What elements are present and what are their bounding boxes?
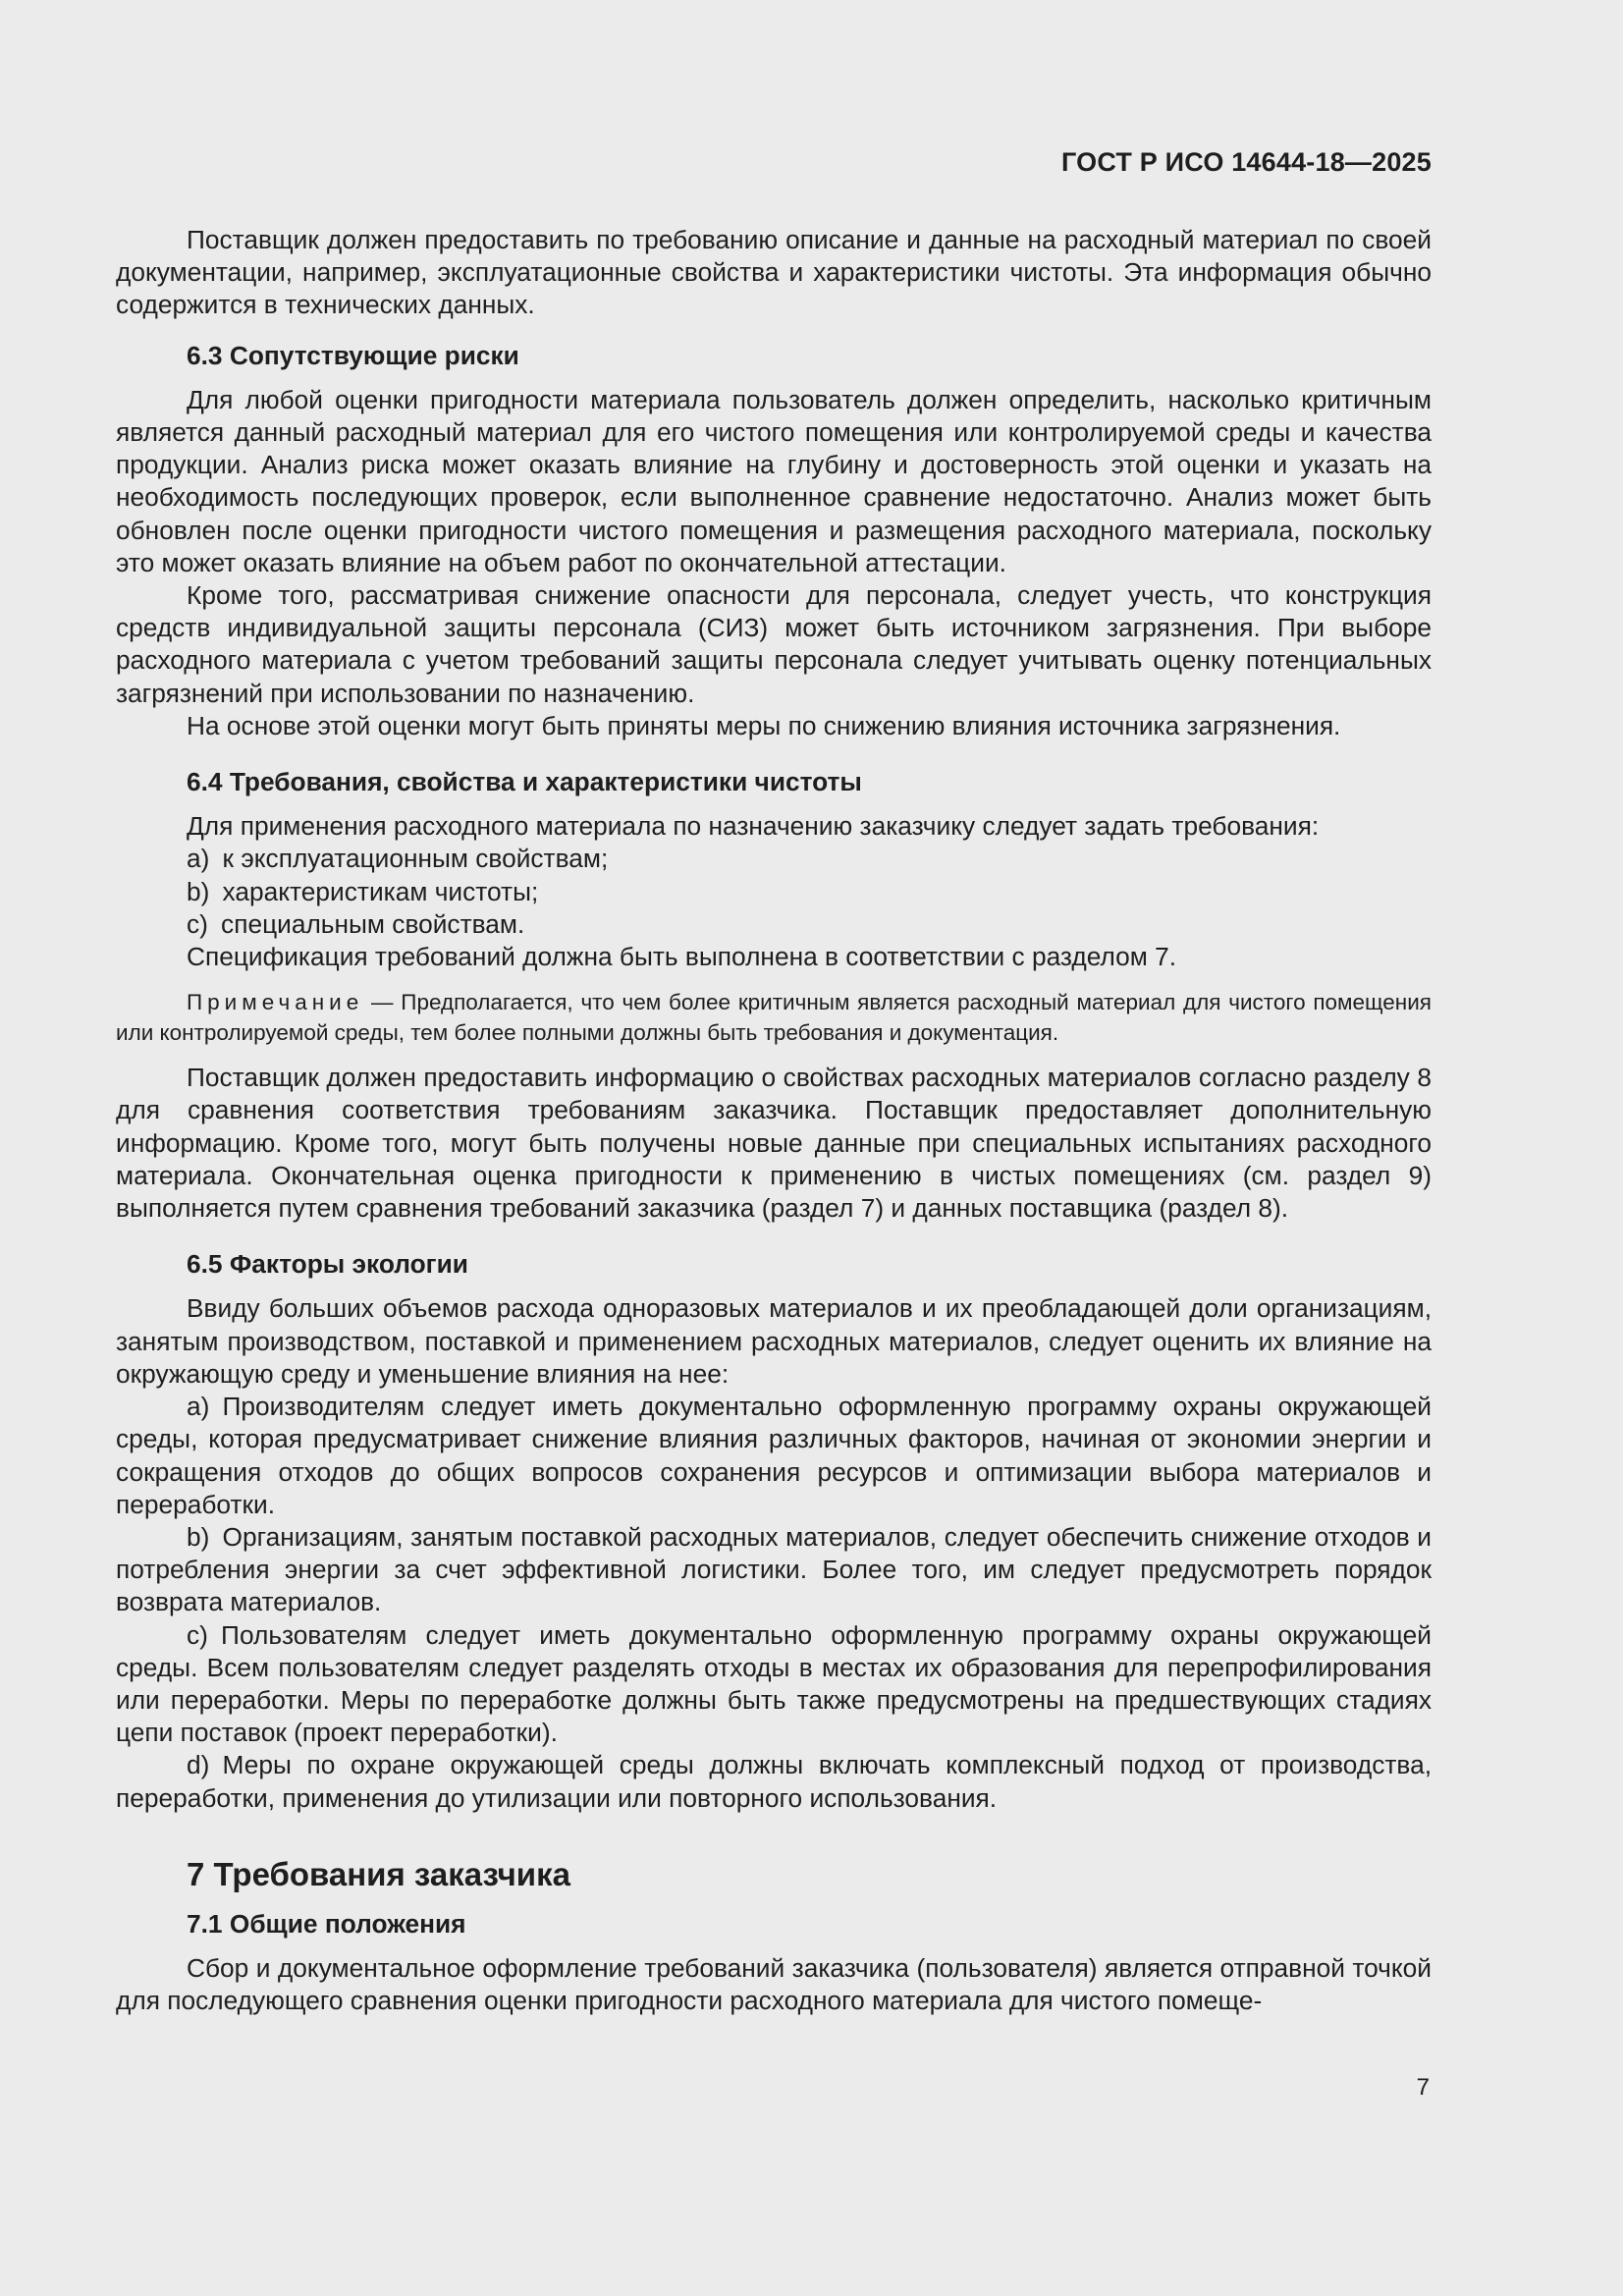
paragraph: Ввиду больших объемов расхода одноразовых материалов и их преобладающей доли организациям, занятым производством, поставкой и применением расходных материалов, следует оценить их влияние на окружающую среду и уменьшение влияния на нее: xyxy=(116,1293,1432,1389)
paragraph: Для применения расходного материала по назначению заказчику следует задать требования: xyxy=(187,811,1320,842)
list-paragraph-c: с) Пользователям следует иметь документально оформленную программу охраны окружающей среды. Всем пользователям следует разделять отходы в местах их образования для перепрофилирования или переработки. Меры по переработке должны быть также предусмотрены на предшествующих стадиях цепи поставок (проект переработки). xyxy=(116,1619,1432,1748)
heading-7-1: 7.1 Общие положения xyxy=(187,1908,466,1939)
note xyxy=(116,987,1432,1048)
paragraph: Сбор и документальное оформление требований заказчика (пользователя) является отправной точкой для последующего сравнения оценки пригодности расходного материала для чистого помеще- xyxy=(116,1953,1432,2016)
heading-7: 7 Требования заказчика xyxy=(187,1855,570,1892)
page-number: 7 xyxy=(1416,2074,1430,2101)
note-text: — Предполагается, что чем более критичным является расходный материал для чистого помещения или контролируемой среды, тем более полными должны быть требования и документация. xyxy=(116,990,1432,1046)
paragraph: На основе этой оценки могут быть приняты меры по снижению влияния источника загрязнения. xyxy=(187,710,1341,740)
list-item: b) характеристикам чистоты; xyxy=(187,876,539,906)
document-body xyxy=(116,224,1432,2018)
document-header: ГОСТ Р ИСО 14644-18—2025 xyxy=(1061,147,1432,177)
list-paragraph-d: d) Меры по охране окружающей среды должны включать комплексный подход от производства, переработки, применения до утилизации или повторного использования. xyxy=(116,1750,1432,1813)
list-paragraph-b: b) Организациям, занятым поставкой расходных материалов, следует обеспечить снижение отходов и потребления энергии за счет эффективной логистики. Более того, им следует предусмотреть порядок возврата материалов. xyxy=(116,1521,1432,1617)
heading-6-4: 6.4 Требования, свойства и характеристики чистоты xyxy=(187,767,862,797)
note-label: Примечание xyxy=(187,990,364,1015)
list-item: с) специальным свойствам. xyxy=(187,908,525,939)
list-item: а) к эксплуатационным свойствам; xyxy=(187,844,609,874)
heading-6-5: 6.5 Факторы экологии xyxy=(187,1249,468,1280)
list-paragraph-a: а) Производителям следует иметь документально оформленную программу охраны окружающей среды, которая предусматривает снижение влияния различных факторов, начиная от экономии энергии и сокращения отходов до общих вопросов сохранения ресурсов и оптимизации выбора материалов и переработки. xyxy=(116,1392,1432,1519)
paragraph: Спецификация требований должна быть выполнена в соответствии с разделом 7. xyxy=(187,942,1177,972)
paragraph: Поставщик должен предоставить информацию о свойствах расходных материалов согласно разделу 8 для сравнения соответствия требованиям заказчика. Поставщик предоставляет дополнительную информацию. Кроме того, могут быть получены новые данные при специальных испытаниях расходного материала. Окончательная оценка пригодности к применению в чистых помещениях (см. раздел 9) выполняется путем сравнения требований заказчика (раздел 7) и данных поставщика (раздел 8). xyxy=(116,1063,1432,1224)
heading-6-3: 6.3 Сопутствующие риски xyxy=(187,340,519,370)
paragraph: Кроме того, рассматривая снижение опасности для персонала, следует учесть, что конструкция средств индивидуальной защиты персонала (СИЗ) может быть источником загрязнения. При выборе расходного материала с учетом требований защиты персонала следует учитывать оценку потенциальных загрязнений при использовании по назначению. xyxy=(116,580,1432,708)
paragraph: Для любой оценки пригодности материала пользователь должен определить, насколько критичным является данный расходный материал для его чистого помещения или контролируемой среды и качества продукции. Анализ риска может оказать влияние на глубину и достоверность этой оценки и указать на необходимость последующих проверок, если выполненное сравнение недостаточно. Анализ может быть обновлен после оценки пригодности чистого помещения и размещения расходного материала, поскольку это может оказать влияние на объем работ по окончательной аттестации. xyxy=(116,384,1432,577)
paragraph-intro: Поставщик должен предоставить по требованию описание и данные на расходный материал по своей документации, например, эксплуатационные свойства и характеристики чистоты. Эта информация обычно содержится в технических данных. xyxy=(116,225,1432,320)
